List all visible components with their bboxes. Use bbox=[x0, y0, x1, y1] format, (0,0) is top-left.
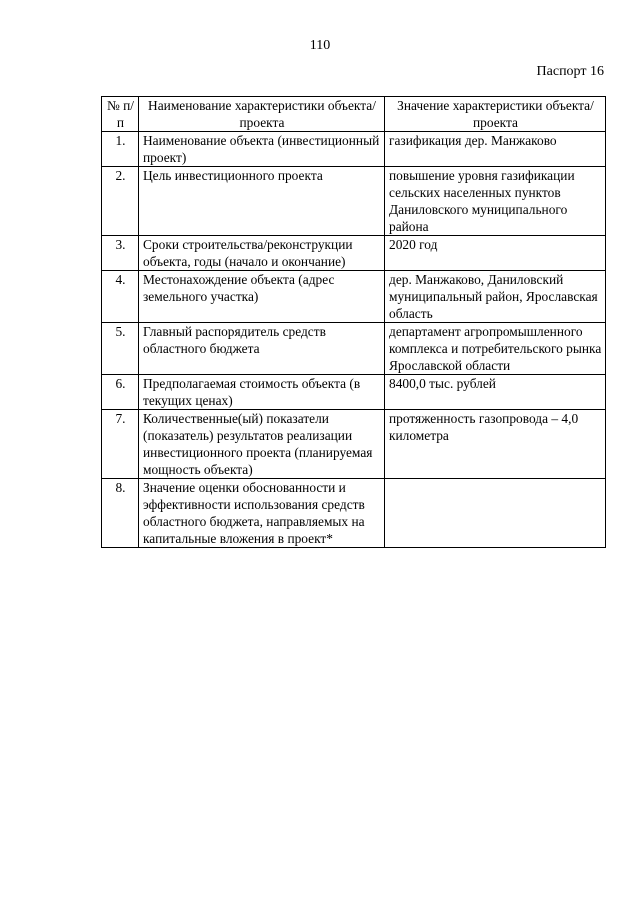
passport-table bbox=[101, 96, 606, 548]
row-characteristic-value: 8400,0 тыс. рублей bbox=[385, 375, 606, 410]
row-characteristic-value: дер. Манжаково, Даниловский муниципальный район, Ярославская область bbox=[385, 271, 606, 323]
table-header-row bbox=[102, 97, 606, 132]
table-row bbox=[102, 375, 606, 410]
row-number: 2. bbox=[102, 167, 139, 236]
row-characteristic-value: повышение уровня газификации сельских населенных пунктов Даниловского муниципального района bbox=[385, 167, 606, 236]
row-characteristic-value: протяженность газопровода – 4,0 километра bbox=[385, 410, 606, 479]
table-row bbox=[102, 236, 606, 271]
header-characteristic-value: Значение характеристики объекта/проекта bbox=[385, 97, 606, 132]
row-characteristic-value: 2020 год bbox=[385, 236, 606, 271]
passport-label: Паспорт 16 bbox=[536, 64, 604, 79]
row-characteristic-name: Наименование объекта (инвестиционный проект) bbox=[139, 132, 385, 167]
row-characteristic-name: Главный распорядитель средств областного бюджета bbox=[139, 323, 385, 375]
header-number: № п/п bbox=[102, 97, 139, 132]
row-characteristic-value: газификация дер. Манжаково bbox=[385, 132, 606, 167]
row-characteristic-name: Местонахождение объекта (адрес земельного участка) bbox=[139, 271, 385, 323]
row-number: 4. bbox=[102, 271, 139, 323]
row-number: 1. bbox=[102, 132, 139, 167]
table-row bbox=[102, 323, 606, 375]
row-number: 7. bbox=[102, 410, 139, 479]
row-characteristic-name: Сроки строительства/реконструкции объекта, годы (начало и окончание) bbox=[139, 236, 385, 271]
table-row bbox=[102, 271, 606, 323]
row-characteristic-value: департамент агропромышленного комплекса и потребительского рынка Ярославской области bbox=[385, 323, 606, 375]
header-characteristic-name: Наименование характеристики объекта/проекта bbox=[139, 97, 385, 132]
row-characteristic-name: Значение оценки обоснованности и эффективности использования средств областного бюджета, направляемых на капитальные вложения в проект* bbox=[139, 479, 385, 548]
row-characteristic-name: Предполагаемая стоимость объекта (в текущих ценах) bbox=[139, 375, 385, 410]
row-number: 8. bbox=[102, 479, 139, 548]
row-characteristic-name: Количественные(ый) показатели (показатель) результатов реализации инвестиционного проекта (планируемая мощность объекта) bbox=[139, 410, 385, 479]
table-row bbox=[102, 479, 606, 548]
page-number: 110 bbox=[309, 38, 331, 53]
table-row bbox=[102, 167, 606, 236]
row-number: 5. bbox=[102, 323, 139, 375]
row-characteristic-value bbox=[385, 479, 606, 548]
table-row bbox=[102, 410, 606, 479]
table-row bbox=[102, 132, 606, 167]
row-characteristic-name: Цель инвестиционного проекта bbox=[139, 167, 385, 236]
row-number: 6. bbox=[102, 375, 139, 410]
row-number: 3. bbox=[102, 236, 139, 271]
